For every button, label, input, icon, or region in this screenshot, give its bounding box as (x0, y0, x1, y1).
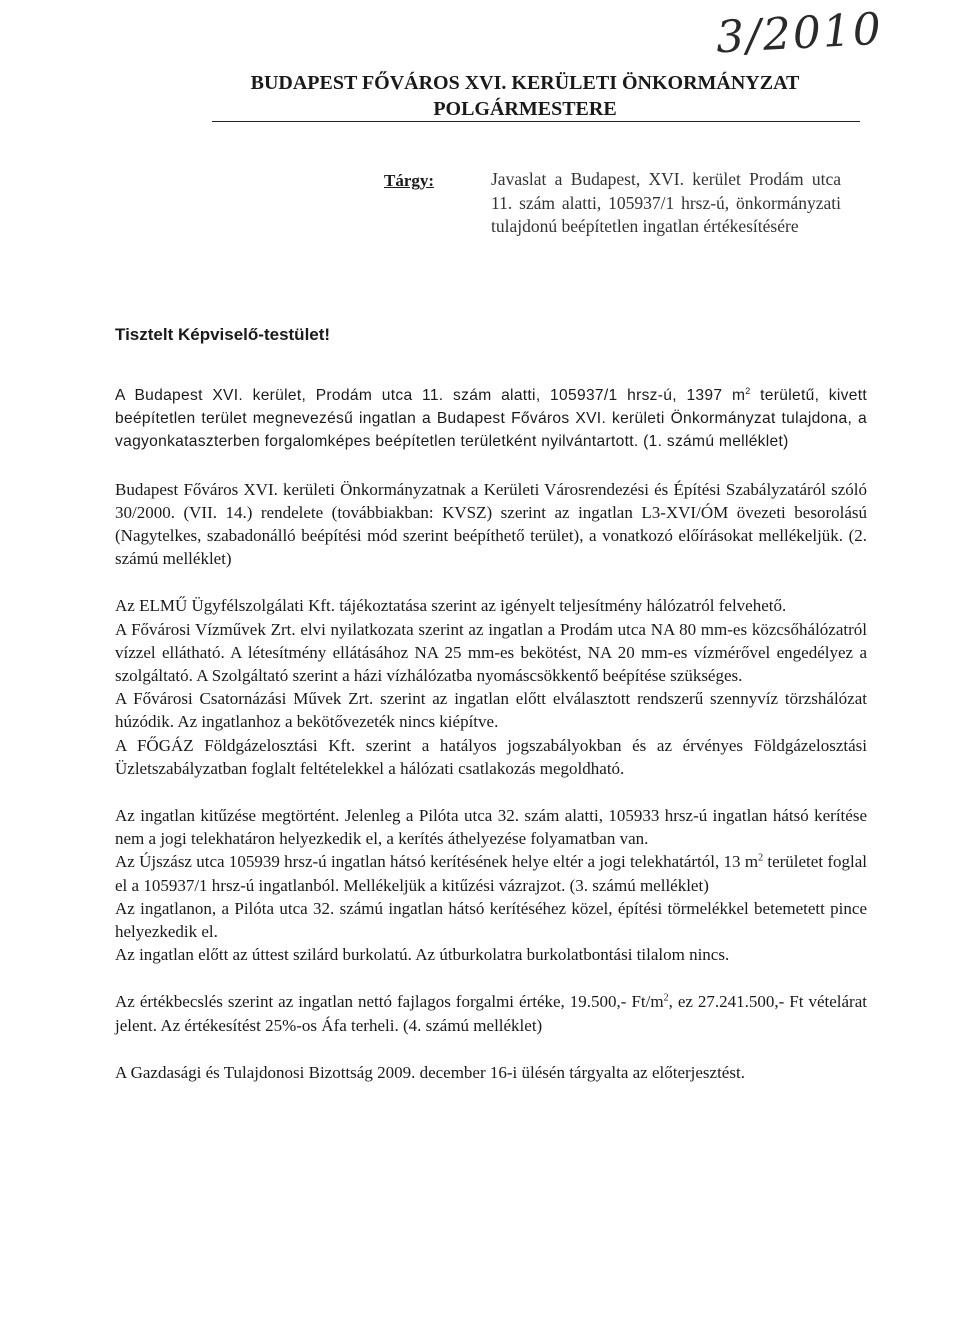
paragraph-text: , ez 27.241.500,- Ft vételárat jelent. Az értékesítést 25%-os Áfa terheli. (4. számú melléklet) (115, 992, 867, 1035)
paragraph-text: Az értékbecslés szerint az ingatlan nettó fajlagos forgalmi értéke, 19.500,- Ft/m (115, 992, 664, 1012)
superscript: 2 (745, 385, 751, 396)
paragraph-electricity: Az ELMŰ Ügyfélszolgálati Kft. tájékoztatása szerint az igényelt teljesítmény hálózatról felvehető. (115, 596, 787, 616)
superscript: 2 (663, 992, 669, 1004)
header-line-2: POLGÁRMESTERE (433, 98, 617, 120)
spacer (115, 780, 867, 804)
spacer (115, 570, 867, 594)
superscript: 2 (758, 852, 764, 864)
spacer (115, 1037, 867, 1061)
paragraph-committee: A Gazdasági és Tulajdonosi Bizottság 2009. december 16-i ülésén tárgyalta az előterjesztést. (115, 1062, 745, 1082)
paragraph-water: A Fővárosi Vízművek Zrt. elvi nyilatkozata szerint az ingatlan a Prodám utca NA 80 mm-es közcsőhálózatról vízzel ellátható. A létesítmény ellátásához NA 25 mm-es bekötést, NA 20 mm-es vízmérővel engedélyez a szolgáltató. A Szolgáltató szerint a házi vízhálózatba nyomáscsökkentő beépítése szükséges. (115, 619, 867, 686)
subject-label: Tárgy: (384, 171, 435, 190)
paragraph-sewage: A Fővárosi Csatornázási Művek Zrt. szerint az ingatlan előtt elválasztott rendszerű szennyvíz törzshálózat húzódik. Az ingatlanhoz a bekötővezeték nincs kiépítve. (115, 689, 867, 732)
subject-text: Javaslat a Budapest, XVI. kerület Prodám utca 11. szám alatti, 105937/1 hrsz-ú, önkormányzati tulajdonú beépítetlen ingatlan értékesítésére (491, 169, 841, 236)
paragraph-cellar: Az ingatlanon, a Pilóta utca 32. számú ingatlan hátsó kerítéséhez közel, építési törmelékkel betemetett pince helyezkedik el. (115, 898, 867, 942)
header-divider (212, 121, 860, 122)
paragraph-text: területet foglal el a 105937/1 hrsz-ú ingatlanból. Mellékeljük a kitűzési vázrajzot. (3. számú melléklet) (115, 852, 867, 895)
salutation: Tisztelt Képviselő-testület! (115, 325, 331, 344)
handwritten-registration-mark: 3/2010 (714, 3, 885, 64)
document-body (115, 384, 867, 1084)
document-header (215, 70, 835, 122)
spacer (115, 966, 867, 990)
paragraph-gas: A FŐGÁZ Földgázelosztási Kft. szerint a hatályos jogszabályokban és az érvényes Földgázelosztási Üzletszabályzatban foglalt feltételekkel a hálózati csatlakozás megoldható. (115, 735, 867, 778)
paragraph-road: Az ingatlan előtt az úttest szilárd burkolatú. Az útburkolatra burkolatbontási tilalom nincs. (115, 945, 730, 965)
paragraph-valuation (115, 990, 867, 1036)
header-line-1: BUDAPEST FŐVÁROS XVI. KERÜLETI ÖNKORMÁNYZAT (250, 72, 800, 94)
paragraph-text: A Budapest XVI. kerület, Prodám utca 11. szám alatti, 105937/1 hrsz-ú, 1397 m (115, 387, 746, 404)
paragraph-text: területű, kivett beépítetlen terület megnevezésű ingatlan a Budapest Főváros XVI. kerületi Önkormányzat tulajdona, a vagyonkataszterben forgalomképes beépítetlen területként nyilvántartott. (1. számú melléklet) (115, 387, 868, 451)
paragraph-zoning: Budapest Főváros XVI. kerületi Önkormányzatnak a Kerületi Városrendezési és Építési Szabályzatáról szóló 30/2000. (VII. 14.) rendelete (továbbiakban: KVSZ) szerint az ingatlan L3-XVI/ÓM övezeti besorolású (Nagytelkes, szabadonálló beépítési mód szerint beépíthető terület), a vonatkozó előírásokat mellékeljük. (2. számú melléklet) (115, 479, 867, 569)
paragraph-fence-encroachment (115, 850, 867, 896)
paragraph-text: Az Újszász utca 105939 hrsz-ú ingatlan hátsó kerítésének helye eltér a jogi telekhatártól, 13 m (115, 852, 759, 872)
spacer (115, 454, 867, 478)
paragraph-property-description (115, 384, 867, 454)
paragraph-staking: Az ingatlan kitűzése megtörtént. Jelenleg a Pilóta utca 32. szám alatti, 105933 hrsz-ú ingatlan hátsó kerítése nem a jogi telekhatáron helyezkedik el, a kerítés áthelyezése folyamatban van. (115, 806, 867, 849)
